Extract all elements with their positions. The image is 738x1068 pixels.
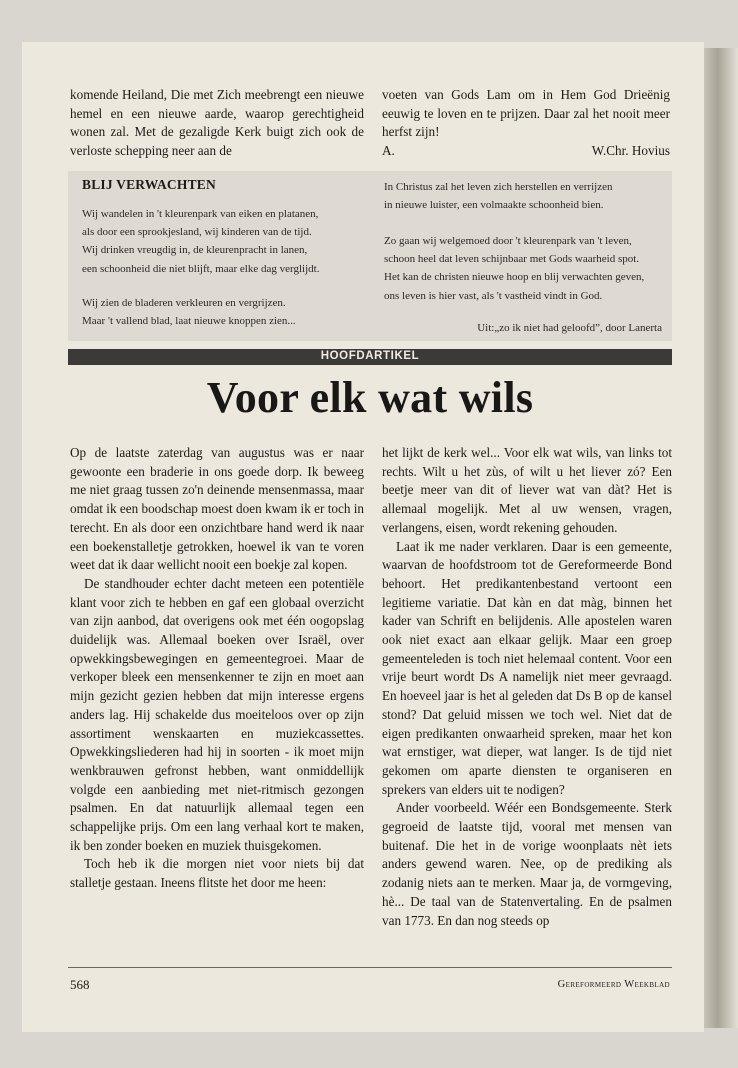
poem-line: Maar 't vallend blad, laat nieuwe knoppen zien... bbox=[82, 315, 296, 328]
page-number: 568 bbox=[70, 977, 90, 992]
article-paragraph: het lijkt de kerk wel... Voor elk wat wils, van links tot rechts. Wilt u het zùs, of wilt u het liever zó? Een beetje meer van dit of liever wat van dàt? Het is allemaal mogelijk. Met al uw wensen, vragen, verlangens, eisen, wordt rekening gehouden. bbox=[382, 445, 672, 535]
article-paragraph: Op de laatste zaterdag van augustus was er naar gewoonte een braderie in ons goede dorp. Ik beweeg me niet graag tussen zo'n deinende mensenmassa, maar omdat ik een boodschap moest doen kwam ik er toch in terecht. En als door een onzichtbare hand werd ik naar een boekenstalletje getrokken, hoewel ik van te voren weet dat ik daar wellicht nooit een boekje zal kopen. bbox=[70, 445, 364, 573]
section-label: HOOFDARTIKEL bbox=[320, 350, 420, 362]
article-paragraph: Laat ik me nader verklaren. Daar is een gemeente, waarvan de hoofdstroom tot de Gereformeerde Bond behoort. Het predikantenbestand vertoont een legitieme variatie. Dat kàn en dat màg, binnen het kader van Schrift en belijdenis. Alle apostelen waren ook niet exact aan elkaar gelijk. Maar een groep gemeenteleden is toch niet helemaal content. Voor een vrije beurt wordt Ds A namelijk niet meer gevraagd. En hoeveel jaar is het al geleden dat Ds B op de kansel stond? Dat geluid missen we toch wel. Niet dat de eigen predikanten onwaarheid spreken, maar het kon wat ernstiger, wat dieper, wat langer. Is de tijd niet gekomen om aparte diensten te organiseren en sprekers van elders uit te nodigen? bbox=[382, 538, 672, 797]
article-column-right bbox=[382, 444, 672, 930]
article-column-left bbox=[70, 444, 364, 893]
journal-name: Gereformeerd Weekblad bbox=[557, 979, 670, 990]
poem-stanza-4 bbox=[384, 232, 684, 305]
poem-line: Wij drinken vreugdig in, de kleurenpracht in lanen, bbox=[82, 244, 308, 257]
signature-name: W.Chr. Hovius bbox=[591, 143, 670, 159]
author-signature bbox=[382, 142, 670, 161]
section-bar bbox=[68, 349, 672, 365]
poem-title: BLIJ VERWACHTEN bbox=[82, 177, 216, 192]
page-edge bbox=[704, 48, 738, 1028]
previous-article-ending-left bbox=[70, 86, 364, 161]
signature-initial: A. bbox=[382, 143, 395, 159]
poem-stanza-1 bbox=[82, 205, 372, 278]
article-paragraph: Ander voorbeeld. Wéér een Bondsgemeente. Sterk gegroeid de laatste tijd, vooral met mensen van buitenaf. Die het in de vorige woonplaats nèt iets anders gewend waren. Nee, op de prediking als zodanig niets aan te merken. Maar ja, de vormgeving, hè... De taal van de Statenvertaling. En de psalmen van 1773. En dan nog steeds op bbox=[382, 800, 672, 928]
poem-line: schoon heel dat leven schijnbaar met Gods waarheid spot. bbox=[384, 253, 640, 266]
article-paragraph: Toch heb ik die morgen niet voor niets bij dat stalletje gestaan. Ineens flitste het door me heen: bbox=[70, 856, 364, 891]
poem-stanza-3 bbox=[384, 178, 674, 214]
article-headline: Voor elk wat wils bbox=[206, 373, 534, 422]
poem-line: in nieuwe luister, een volmaakte schoonheid bien. bbox=[384, 199, 604, 212]
poem-source: Uit:„zo ik niet had geloofd”, door Lanerta bbox=[477, 322, 662, 334]
poem-line: Het kan de christen nieuwe hoop en blij verwachten geven, bbox=[384, 271, 645, 284]
previous-article-text-right: voeten van Gods Lam om in Hem God Drieënig eeuwig te loven en te prijzen. Daar zal het nooit meer herfst zijn! bbox=[382, 87, 670, 140]
poem-line: In Christus zal het leven zich herstellen en verrijzen bbox=[384, 181, 613, 193]
poem-line: als door een sprookjesland, wij kinderen van de tijd. bbox=[82, 226, 312, 239]
poem-line: Zo gaan wij welgemoed door 't kleurenpark van 't leven, bbox=[384, 235, 632, 247]
poem-line: Wij wandelen in 't kleurenpark van eiken en platanen, bbox=[82, 208, 319, 220]
poem-stanza-2 bbox=[82, 294, 372, 330]
article-paragraph: De standhouder echter dacht meteen een potentiële klant voor zich te hebben en gaf een globaal overzicht van zijn aanbod, dat overigens ook met één oogopslag duidelijk was. Allemaal boeken over Israël, over opwekkingsbewegingen en gemeentegroei. Maar de verkoper bleek een mensenkenner te zijn en moet aan mijn gezicht gezien hebben dat mijn interesse ergens anders lag. Hij schakelde dus moeiteloos over op zijn assortiment wenskaarten en muziekcassettes. Opwekkingsliederen had hij in soorten - ik moet mijn wenkbrauwen gefronst hebben, want onmiddellijk volgde een aanbieding met niet-ritmisch gezongen psalmen. En dat natuurlijk allemaal tegen een schappelijke prijs. Om een lang verhaal kort te maken, ik ben zonder boeken en muziek thuisgekomen. bbox=[70, 575, 364, 853]
poem-line: een schoonheid die niet blijft, maar elke dag verglijdt. bbox=[82, 262, 320, 275]
footer-rule bbox=[68, 967, 672, 968]
previous-article-text-left: komende Heiland, Die met Zich meebrengt een nieuwe hemel en een nieuwe aarde, waarop gerechtigheid wonen zal. Met de gezaligde Kerk buigt zich ook de verloste schepping neer aan de bbox=[70, 87, 364, 159]
previous-article-ending-right bbox=[382, 86, 670, 161]
poem-line: Wij zien de bladeren verkleuren en vergrijzen. bbox=[82, 297, 286, 309]
poem-line: ons leven is hier vast, als 't vastheid vindt in God. bbox=[384, 289, 603, 302]
